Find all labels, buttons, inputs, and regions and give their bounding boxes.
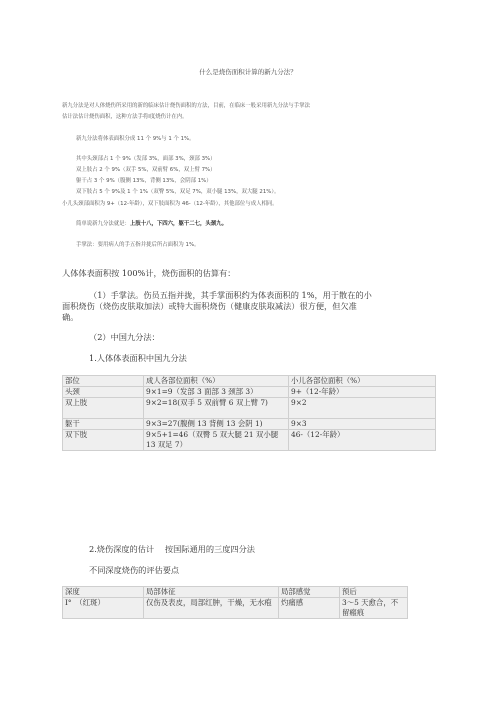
table-cell: 9×5+1=46（双臀 5 双大腿 21 双小腿 13 双足 7） [144, 430, 289, 451]
part-children: 小儿头颈部面积为 9+（12-年龄），双下肢面积为 46-（12-年龄），其他部位与成人相同。 [62, 201, 278, 207]
page-title: 什么是烧伤面积计算的新九分法？ [199, 68, 297, 76]
mnemonic-text: 上肢十八，下四六，躯干二七，头颈九。 [129, 221, 227, 227]
china-nine-heading: （2）中国九分法： [89, 332, 160, 342]
table-cell: 3～5 天愈合，不留瘢痕 [340, 598, 408, 619]
table-cell: 9×2 [289, 398, 436, 419]
mnemonic-prefix: 简单说新九分法就是： [76, 221, 130, 227]
table-header: 部位 [63, 376, 144, 387]
table-header: 小儿各部位面积（%） [289, 376, 436, 387]
table-cell: 9+（12-年龄） [289, 387, 436, 398]
section-heading: 人体体表面积按 100%计，烧伤面积的估算有： [62, 268, 236, 278]
mnemonic-line [76, 219, 227, 227]
palm-para-line-1: （1）手掌法。伤员五指并拢，其手掌面积约为体表面积的 1%，用于散在的小 [89, 290, 372, 300]
table-header-row [63, 587, 408, 598]
intro-line-2: 估计法估计烧伤面积，这种方法手将Ⅰ度烧伤计在内。 [62, 114, 188, 120]
table-cell: 双上肢 [63, 398, 144, 419]
table-cell: 9×1=9（发部 3 面部 3 颈部 3） [144, 387, 289, 398]
part-head-neck: 其中头颈部占 1 个 9%（发部 3%，面部 3%，颈部 3%） [76, 156, 216, 162]
palm-method-small: 手掌法：要用病人的手五指并拢后所占面积为 1%。 [76, 242, 200, 248]
intro-line-1: 新九分法是对人体烧伤所采用的新的临床估计烧伤面积的方法，目前，在临床一般采用新九分法与手掌法 [62, 103, 310, 109]
part-upper-limbs: 双上肢占 2 个 9%（双手 5%，双前臂 6%，双上臂 7%） [76, 167, 216, 173]
table-row [63, 419, 436, 430]
table-cell: 9×3 [289, 419, 436, 430]
table-header: 局部体征 [144, 587, 279, 598]
table-cell: 9×3=27(腹侧 13 背侧 13 会阴 1) [144, 419, 289, 430]
division-text: 新九分法将体表面积分成 11 个 9%与 1 个 1%。 [76, 136, 195, 142]
table-row [63, 598, 408, 619]
table-cell: 46-（12-年龄） [289, 430, 436, 451]
burn-depth-table [62, 586, 408, 619]
table-header: 局部感觉 [279, 587, 340, 598]
palm-para-line-3: 确。 [62, 312, 79, 322]
body-surface-table [62, 375, 436, 451]
table-row [63, 387, 436, 398]
table-cell: 头颈 [63, 387, 144, 398]
palm-para-line-2: 面积烧伤（烧伤皮肤取加法）或特大面积烧伤（健康皮肤取减法）很方便，但欠准 [62, 301, 357, 311]
table-cell: 躯干 [63, 419, 144, 430]
table-header: 成人各部位面积（%） [144, 376, 289, 387]
depth-caption: 2.烧伤深度的估计 按国际通用的三度四分法 [89, 544, 255, 554]
table-row [63, 430, 436, 451]
table-cell: Ⅰ° （红斑） [63, 598, 144, 619]
table-header: 深度 [63, 587, 144, 598]
table-header-row [63, 376, 436, 387]
table-cell: 9×2=18(双手 5 双前臂 6 双上臂 7) [144, 398, 289, 419]
part-trunk: 躯干占 3 个 9%（腹侧 13%，背侧 13%，会阴部 1%） [76, 178, 212, 184]
table1-caption: 1.人体体表面积中国九分法 [89, 353, 187, 363]
table-row [63, 398, 436, 419]
table2-caption: 不同深度烧伤的评估要点 [89, 565, 180, 575]
table-cell: 仅伤及表皮，局部红肿，干燥，无水疱 [144, 598, 279, 619]
table-cell: 双下肢 [63, 430, 144, 451]
table-cell: 灼痛感 [279, 598, 340, 619]
part-lower-limbs: 双下肢占 5 个 9%及 1 个 1%（双臀 5%，双足 7%，双小腿 13%，双大腿 21%）。 [76, 189, 280, 195]
table-header: 预后 [340, 587, 408, 598]
